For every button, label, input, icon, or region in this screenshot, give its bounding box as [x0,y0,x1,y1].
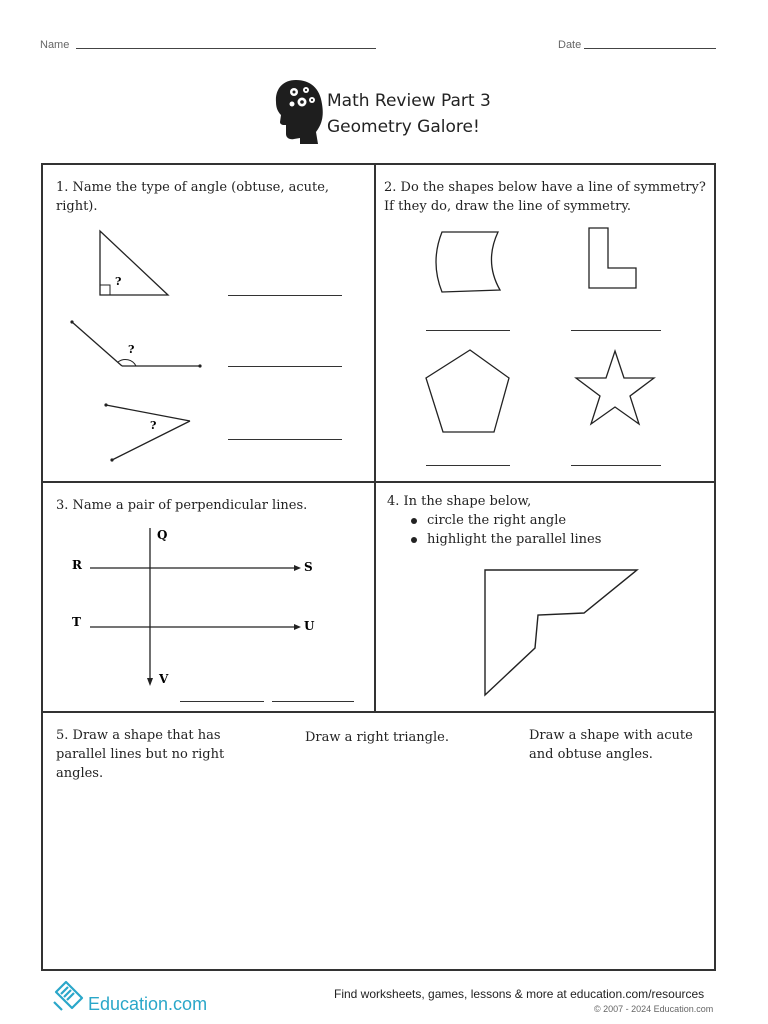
perpendicular-lines-figure [60,520,370,692]
q4-shape-figure [480,565,642,700]
q1-answer-line-3[interactable] [228,439,342,440]
title-line-1: Math Review Part 3 [327,91,491,111]
question-5-text: Draw a shape that has parallel lines but no right angles. [56,728,225,781]
point-u-label: U [304,619,315,633]
question-2-text: Do the shapes below have a line of symmetry? If they do, draw the line of symmetry. [384,180,706,214]
q4-bullet-1 [409,511,707,530]
question-2 [384,178,712,216]
q3-answer-line-1[interactable] [180,701,264,702]
q4-bullet-2-text: highlight the parallel lines [427,532,602,547]
date-field[interactable] [584,48,716,49]
point-t-label: T [72,615,81,629]
name-field[interactable] [76,48,376,49]
q1-angles-figure [60,225,230,470]
question-5-right: Draw a shape with acute and obtuse angles. [529,728,693,762]
question-5 [56,726,256,783]
acute-ray-1 [106,405,190,421]
question-4-text: In the shape below, [403,494,532,509]
q2-shapes-figure [376,220,716,475]
question-5-number: 5. [56,728,69,743]
q1-answer-line-1[interactable] [228,295,342,296]
question-4 [387,492,707,549]
footer-tagline[interactable]: Find worksheets, games, lessons & more at education.com/resources [334,987,705,1001]
question-2-number: 2. [384,180,397,195]
question-1-text: Name the type of angle (obtuse, acute, right). [56,180,330,214]
angle-mark-2: ? [128,343,135,356]
irregular-polygon [485,570,637,695]
star-shape [576,351,654,424]
question-1-number: 1. [56,180,69,195]
question-3-text: Name a pair of perpendicular lines. [72,498,308,513]
question-4-number: 4. [387,494,400,509]
point-v-label: V [159,672,169,686]
right-angle-marker [100,285,110,295]
point-q-label: Q [157,528,168,542]
q4-bullet-1-text: circle the right angle [427,513,567,528]
question-3 [56,496,356,515]
title-line-2: Geometry Galore! [327,117,480,137]
obtuse-ray-1 [72,322,122,366]
drawing-area[interactable] [50,790,706,960]
education-logo-icon [52,978,86,1012]
brand-name[interactable]: Education.com [88,994,208,1014]
question-5-middle: Draw a right triangle. [305,730,449,745]
question-3-number: 3. [56,498,69,513]
row-divider-2 [41,711,716,713]
page-title [327,88,491,140]
angle-mark-1: ? [115,275,122,288]
footer-copyright: © 2007 - 2024 Education.com [594,1004,714,1014]
l-shape [589,228,636,288]
question-1 [56,178,356,216]
brain-gears-head-icon [272,78,324,144]
q4-bullet-2 [409,530,707,549]
point-s-label: S [304,560,313,574]
q2-answer-line-2[interactable] [571,330,661,331]
q2-answer-line-3[interactable] [426,465,510,466]
q2-answer-line-1[interactable] [426,330,510,331]
name-label: Name [40,39,70,51]
q1-answer-line-2[interactable] [228,366,342,367]
q2-answer-line-4[interactable] [571,465,661,466]
curved-shape [436,232,500,292]
point-r-label: R [72,558,82,572]
q3-answer-line-2[interactable] [272,701,354,702]
date-label: Date [558,39,582,51]
pentagon-shape [426,350,509,432]
row-divider-1 [41,481,716,483]
angle-mark-3: ? [150,419,157,432]
